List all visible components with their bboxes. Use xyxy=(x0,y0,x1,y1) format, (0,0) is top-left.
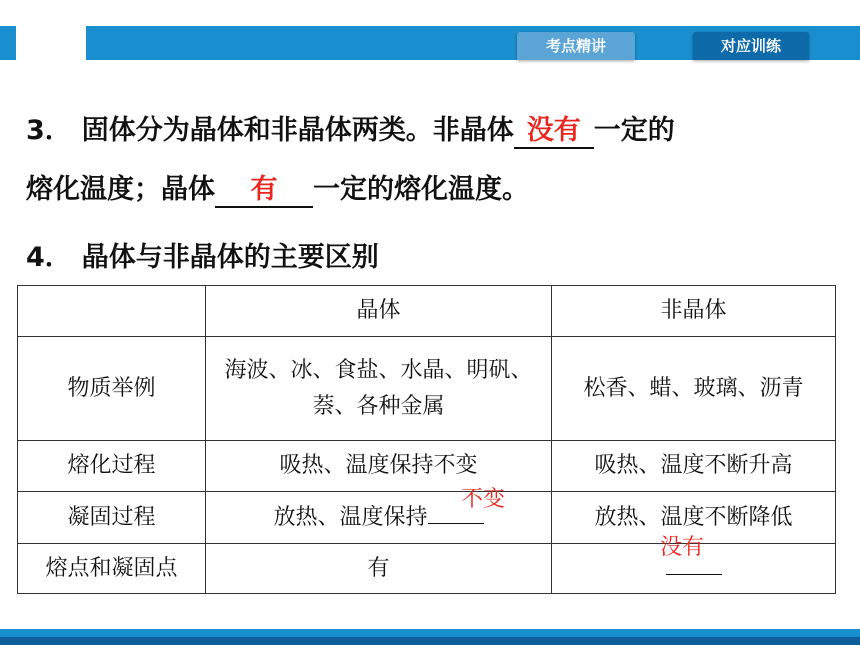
footer-bar-dark xyxy=(0,637,860,645)
answer-solidify: 不变 xyxy=(461,487,506,512)
q3-text-d: 一定的熔化温度。 xyxy=(313,174,529,205)
row-label: 熔点和凝固点 xyxy=(18,544,206,594)
table-row xyxy=(18,492,836,544)
q3-answer2: 有 xyxy=(215,174,313,208)
table-header-amorphous: 非晶体 xyxy=(552,286,836,337)
table-header-cell-empty xyxy=(18,286,206,337)
table-row xyxy=(18,337,836,441)
header-left-block xyxy=(0,26,16,60)
q4-title: 晶体与非晶体的主要区别 xyxy=(81,242,379,273)
q3-number: 3． xyxy=(26,115,72,146)
row-label: 物质举例 xyxy=(18,337,206,441)
comparison-table xyxy=(17,285,836,594)
q3-text-c: 熔化温度；晶体 xyxy=(26,174,215,205)
tab-practice[interactable]: 对应训练 xyxy=(693,32,809,60)
table-header-row xyxy=(18,286,836,337)
crystal-cell: 海波、冰、食盐、水晶、明矾、萘、各种金属 xyxy=(206,337,552,441)
q3-text-a: 固体分为晶体和非晶体两类。非晶体 xyxy=(81,115,514,146)
table-row xyxy=(18,544,836,594)
table-row xyxy=(18,441,836,492)
amorphous-cell: 松香、蜡、玻璃、沥青 xyxy=(552,337,836,441)
q4-number: 4． xyxy=(26,242,72,273)
crystal-cell: 有 xyxy=(206,544,552,594)
crystal-cell-text: 放热、温度保持 xyxy=(273,504,428,530)
amorphous-cell: 放热、温度不断降低 xyxy=(552,492,836,544)
q3-line2 xyxy=(26,167,529,208)
q4-line xyxy=(26,235,379,274)
table-header-crystal: 晶体 xyxy=(206,286,552,337)
tab-key-points[interactable]: 考点精讲 xyxy=(517,32,635,60)
row-label: 凝固过程 xyxy=(18,492,206,544)
row-label: 熔化过程 xyxy=(18,441,206,492)
q3-line1 xyxy=(26,108,675,149)
footer-bar xyxy=(0,629,860,637)
answer-melting-point: 没有 xyxy=(660,535,705,560)
q3-text-b: 一定的 xyxy=(593,115,675,146)
crystal-cell: 吸热、温度保持不变 xyxy=(206,441,552,492)
amorphous-cell: 吸热、温度不断升高 xyxy=(552,441,836,492)
q3-answer1: 没有 xyxy=(514,115,594,149)
